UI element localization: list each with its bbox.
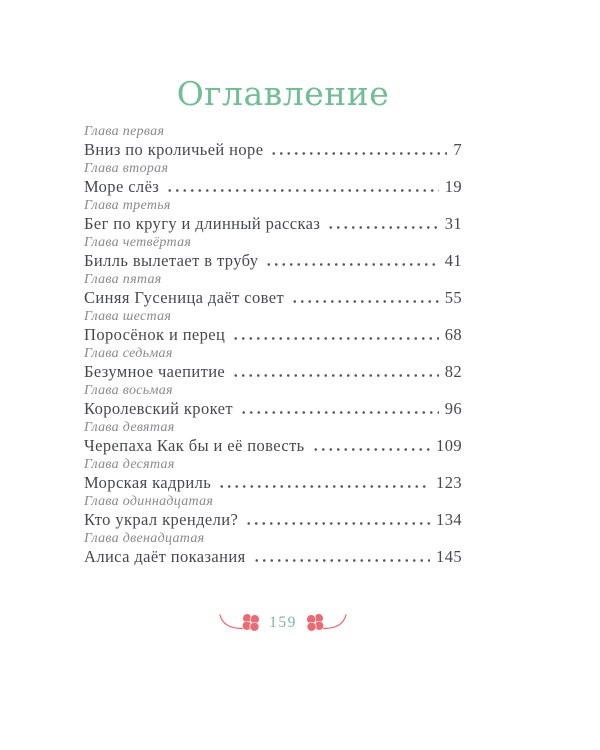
dot-leader (240, 410, 439, 415)
chapter-title: Королевский крокет (84, 399, 233, 418)
page-number: 41 (444, 251, 462, 270)
footer-ornament (0, 606, 566, 638)
chapter-label: Глава одиннадцатая (84, 494, 214, 509)
dot-leader (253, 558, 430, 563)
flower-icon-left (242, 614, 259, 632)
page-number: 82 (444, 362, 462, 381)
chapter-title: Синяя Гусеница даёт совет (84, 288, 285, 307)
toc-entry (84, 420, 462, 455)
toc-entry (84, 383, 462, 418)
chapter-line (84, 362, 462, 381)
chapter-line (84, 214, 462, 233)
chapter-title: Поросёнок и перец (84, 325, 226, 344)
chapter-line (84, 399, 462, 418)
page-number: 96 (444, 399, 462, 418)
toc-entry (84, 531, 462, 566)
page-title: Оглавление (176, 74, 390, 113)
page-number: 31 (444, 214, 462, 233)
toc-entry (84, 198, 462, 233)
chapter-line (84, 288, 462, 307)
chapter-line (84, 473, 462, 492)
toc-entry (84, 346, 462, 381)
page-number: 55 (444, 288, 462, 307)
chapter-label: Глава восьмая (84, 383, 173, 398)
page-number: 145 (436, 547, 462, 566)
chapter-label: Глава девятая (84, 420, 175, 435)
page-number: 19 (444, 177, 462, 196)
toc-entry (84, 272, 462, 307)
page-number: 7 (453, 140, 462, 159)
chapter-label: Глава четвёртая (84, 235, 192, 250)
toc-list (84, 124, 462, 568)
chapter-label: Глава десятая (84, 457, 175, 472)
dot-leader (312, 447, 430, 452)
chapter-label: Глава двенадцатая (84, 531, 205, 546)
chapter-label: Глава седьмая (84, 346, 173, 361)
folio-number: 159 (269, 614, 297, 631)
dot-leader (270, 151, 447, 156)
chapter-title: Бег по кругу и длинный рассказ (84, 214, 321, 233)
toc-entry (84, 457, 462, 492)
chapter-title: Кто украл крендели? (84, 510, 239, 529)
chapter-title: Билль вылетает в трубу (84, 251, 259, 270)
chapter-line (84, 325, 462, 344)
chapter-title: Безумное чаепитие (84, 362, 226, 381)
dot-leader (232, 336, 438, 341)
page-number: 68 (444, 325, 462, 344)
chapter-title: Вниз по кроличьей норе (84, 140, 264, 159)
dot-leader (265, 262, 438, 267)
chapter-title: Морская кадриль (84, 473, 212, 492)
flower-icon-right (306, 614, 323, 632)
chapter-line (84, 140, 462, 159)
chapter-title: Море слёз (84, 177, 160, 196)
chapter-label: Глава вторая (84, 161, 169, 176)
toc-entry (84, 494, 462, 529)
chapter-line (84, 251, 462, 270)
flower-swash-left (218, 606, 264, 638)
toc-entry (84, 161, 462, 196)
toc-entry (84, 309, 462, 344)
dot-leader (218, 484, 430, 489)
dot-leader (232, 373, 439, 378)
dot-leader (166, 188, 438, 193)
chapter-line (84, 177, 462, 196)
chapter-line (84, 436, 462, 455)
chapter-label: Глава третья (84, 198, 171, 213)
dot-leader (245, 521, 430, 526)
flower-swash-right (302, 606, 348, 638)
chapter-label: Глава пятая (84, 272, 162, 287)
chapter-line (84, 510, 462, 529)
chapter-title: Черепаха Как бы и её повесть (84, 436, 305, 455)
chapter-title: Алиса даёт показания (84, 547, 246, 566)
chapter-label: Глава шестая (84, 309, 172, 324)
dot-leader (291, 299, 439, 304)
toc-entry (84, 124, 462, 159)
chapter-line (84, 547, 462, 566)
dot-leader (327, 225, 438, 230)
page-number: 109 (436, 436, 462, 455)
page-number: 123 (436, 473, 462, 492)
toc-entry (84, 235, 462, 270)
chapter-label: Глава первая (84, 124, 165, 139)
page-number: 134 (436, 510, 462, 529)
